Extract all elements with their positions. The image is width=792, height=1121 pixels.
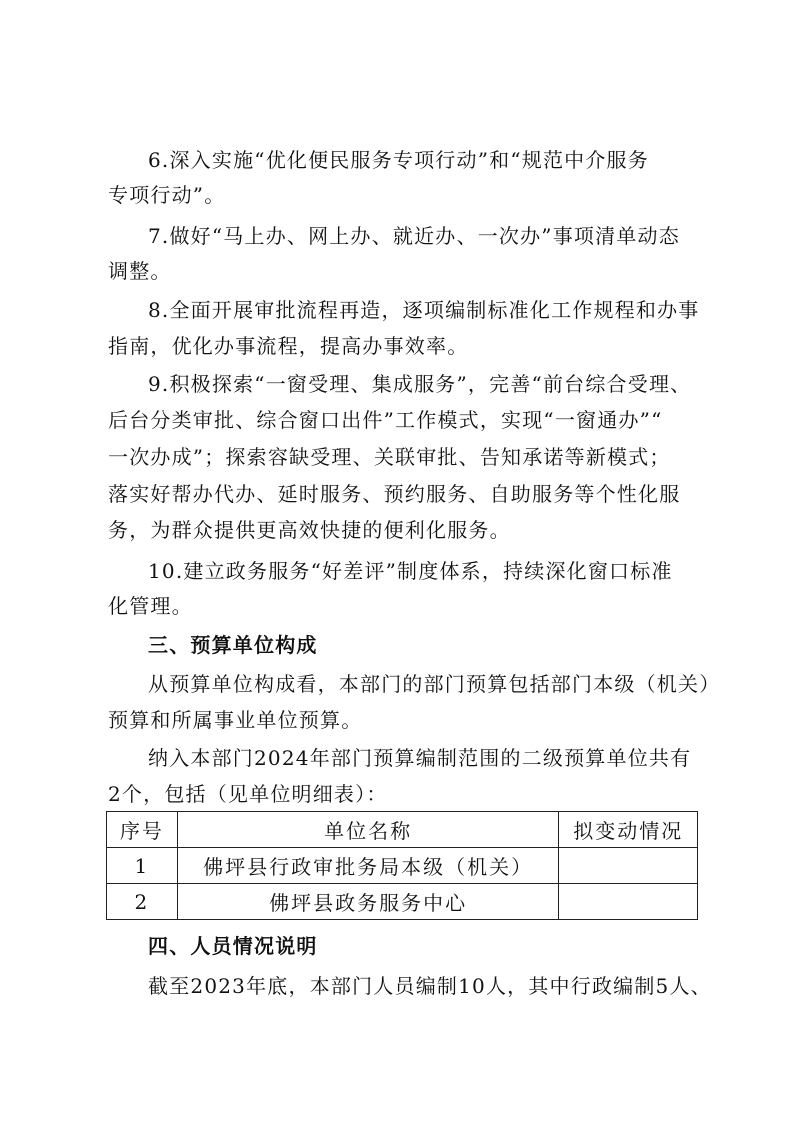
paragraph-line: 纳入本部门2024年部门预算编制范围的二级预算单位共有 <box>148 746 692 770</box>
paragraph-line: 6.深入实施“优化便民服务专项行动”和“规范中介服务 <box>148 148 649 172</box>
paragraph-line: 指南，优化办事流程，提高办事效率。 <box>108 334 469 358</box>
table-header-cell: 序号 <box>107 812 178 848</box>
table-header-row <box>107 812 698 848</box>
paragraph-line: 一次办成”；探索容缺受理、关联审批、告知承诺等新模式； <box>108 445 671 469</box>
table-cell: 1 <box>107 848 178 884</box>
paragraph-line: 落实好帮办代办、延时服务、预约服务、自助服务等个性化服 <box>108 482 681 506</box>
table-header-cell: 单位名称 <box>177 812 559 848</box>
paragraph-line: 从预算单位构成看，本部门的部门预算包括部门本级（机关） <box>148 672 721 696</box>
section-heading: 四、人员情况说明 <box>148 934 318 958</box>
paragraph-line: 化管理。 <box>108 594 193 618</box>
paragraph-line: 后台分类审批、综合窗口出件”工作模式，实现“一窗通办”“ <box>108 408 663 432</box>
paragraph-line: 7.做好“马上办、网上办、就近办、一次办”事项清单动态 <box>148 224 680 248</box>
table-header-cell: 拟变动情况 <box>559 812 698 848</box>
paragraph-line: 10.建立政务服务“好差评”制度体系，持续深化窗口标准 <box>148 559 673 583</box>
paragraph-line: 调整。 <box>108 259 172 283</box>
table-cell: 2 <box>107 884 178 920</box>
paragraph-line: 务，为群众提供更高效快捷的便利化服务。 <box>108 518 511 542</box>
paragraph-line: 截至2023年底，本部门人员编制10人，其中行政编制5人、 <box>148 974 712 998</box>
table-cell: 佛坪县政务服务中心 <box>177 884 559 920</box>
paragraph-line: 预算和所属事业单位预算。 <box>108 708 363 732</box>
paragraph-line: 专项行动”。 <box>108 183 226 207</box>
table-row <box>107 884 698 920</box>
section-heading: 三、预算单位构成 <box>148 633 318 657</box>
paragraph-line: 9.积极探索“一窗受理、集成服务”，完善“前台综合受理、 <box>148 372 692 396</box>
table-cell <box>559 848 698 884</box>
table-cell <box>559 884 698 920</box>
paragraph-line: 8.全面开展审批流程再造，逐项编制标准化工作规程和办事 <box>148 298 700 322</box>
table-cell: 佛坪县行政审批务局本级（机关） <box>177 848 559 884</box>
table-row <box>107 848 698 884</box>
paragraph-line: 2个，包括（见单位明细表）： <box>108 782 388 806</box>
unit-table <box>106 811 698 920</box>
